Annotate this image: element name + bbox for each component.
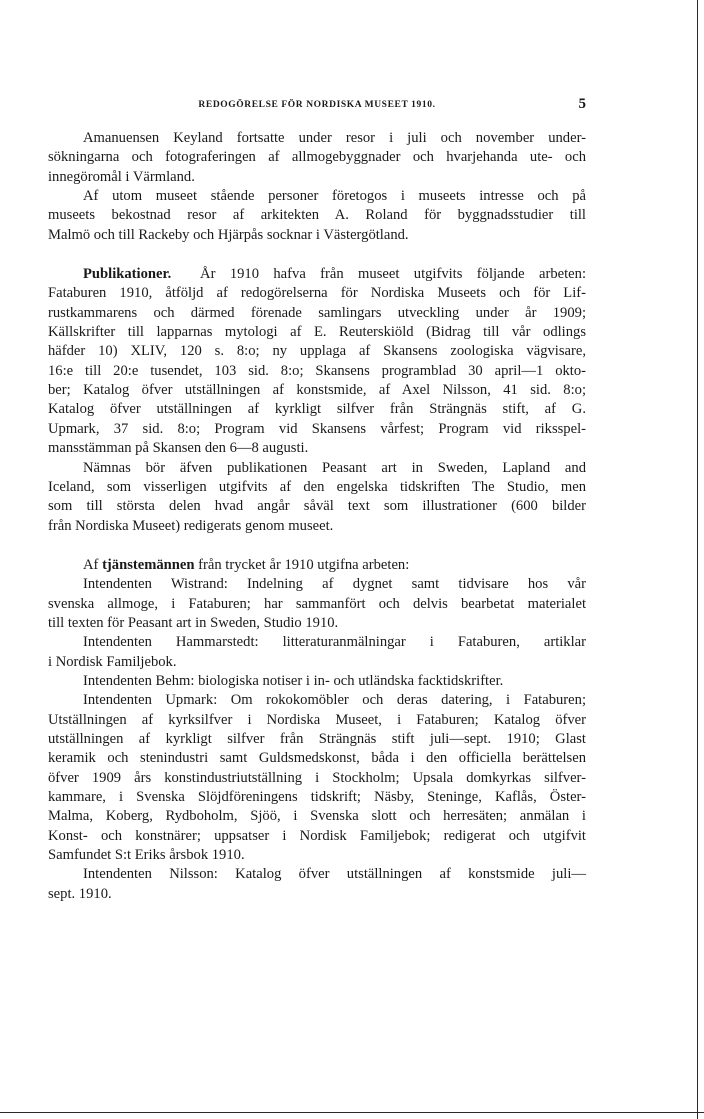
text-line: Malmö och till Rackeby och Hjärpås socknar i Västergötland. <box>48 226 409 243</box>
text-line: kammare, i Svenska Slöjdföreningens tidskrift; Näsby, Steninge, Kaflås, Öster- <box>48 789 586 805</box>
page-number: 5 <box>578 96 586 112</box>
text-line: öfver 1909 års konstindustriutställning i Stockholm; Upsala domkyrkas silfver- <box>48 769 586 786</box>
section-gap <box>48 536 586 556</box>
section-heading-tjanstemannen: tjänstemännen <box>102 556 195 573</box>
text-line: häfder 10) XLIV, 120 s. 8:o; ny upplaga af Skansens zoologiska vägvisare, <box>48 343 586 360</box>
text-line: sökningarna och fotograferingen af allmogebyggnader och hvarjehanda ute- och <box>48 149 586 166</box>
text-line: från Nordiska Museet) redigerats genom museet. <box>48 517 334 534</box>
text-line: Utställningen af kyrksilfver i Nordiska Museet, i Fataburen; Katalog öfver <box>48 711 586 728</box>
text-line: mansstämman på Skansen den 6—8 augusti. <box>48 440 309 457</box>
text-line <box>48 265 586 284</box>
page-edge-right <box>697 0 698 1119</box>
text-line: Fataburen 1910, åtföljd af redogörelserna för Nordiska Museets och för Lif- <box>48 285 586 302</box>
text-line: Intendenten Hammarstedt: litteraturanmälningar i Fataburen, artiklar <box>83 634 586 651</box>
text-line: Amanuensen Keyland fortsatte under resor i juli och november under- <box>83 130 586 146</box>
section-heading-publikationer: Publikationer. <box>83 266 172 283</box>
text-line: som till största delen hvad angår såväl text som illustrationer (600 bilder <box>48 498 586 515</box>
text-line: Konst- och konstnärer; uppsatser i Nordisk Familjebok; redigerat och utgifvit <box>48 827 586 844</box>
text-line: utställningen af kyrkligt silfver från Strängnäs stift juli—sept. 1910; Glast <box>48 730 586 747</box>
text-line: 16:e till 20:e tusendet, 103 sid. 8:o; Skansens programblad 30 april—1 okto- <box>48 362 586 379</box>
text-line: sept. 1910. <box>48 885 112 902</box>
text-run: från trycket år 1910 utgifna arbeten: <box>198 556 410 573</box>
text-line: Katalog öfver utställningen af kyrkligt silfver från Strängnäs stift, af G. <box>48 401 586 418</box>
text-line: i Nordisk Familjebok. <box>48 653 177 670</box>
text-line <box>48 556 586 575</box>
text-line: Samfundet S:t Eriks årsbok 1910. <box>48 847 245 864</box>
running-head: REDOGÖRELSE FÖR NORDISKA MUSEET 1910. <box>198 100 436 110</box>
text-line: Malma, Koberg, Rydboholm, Sjöö, i Svenska slott och herresäten; anmälan i <box>48 808 586 825</box>
text-line: Källskrifter till lapparnas mytologi af E. Reuterskiöld (Bidrag till vår odlings <box>48 324 586 341</box>
text-line: Upmark, 37 sid. 8:o; Program vid Skansens vårfest; Program vid riksspel- <box>48 420 586 437</box>
page-header <box>48 96 586 116</box>
text-line: Intendenten Upmark: Om rokokomöbler och deras datering, i Fataburen; <box>83 692 586 709</box>
text-line: till texten för Peasant art in Sweden, Studio 1910. <box>48 614 339 631</box>
text-line: keramik och stenindustri samt Guldsmedskonst, båda i den officiella berättelsen <box>48 750 586 767</box>
text-line: Intendenten Nilsson: Katalog öfver utställningen af konstsmide juli— <box>83 866 586 883</box>
text-line: museets bekostnad resor af arkitekten A. Roland för byggnadsstudier till <box>48 207 586 224</box>
page-edge-bottom <box>0 1112 704 1113</box>
text-line: svenska allmoge, i Fataburen; har sammanfört och delvis bearbetat materialet <box>48 595 586 612</box>
text-line: Intendenten Wistrand: Indelning af dygnet samt tidvisare hos vår <box>83 576 586 593</box>
text-line: innegöromål i Värmland. <box>48 168 195 185</box>
text-run: År 1910 hafva från museet utgifvits följande arbeten: <box>200 266 586 283</box>
text-line: Nämnas bör äfven publikationen Peasant art in Sweden, Lapland and <box>83 459 586 476</box>
text-run: Af <box>83 556 99 573</box>
section-gap <box>48 245 586 265</box>
text-line: Intendenten Behm: biologiska notiser i in- och utländska facktidskrifter. <box>83 672 504 689</box>
body-text <box>48 129 586 904</box>
text-line: ber; Katalog öfver utställningen af konstsmide, af Axel Nilsson, 41 sid. 8:o; <box>48 382 586 399</box>
text-line: Af utom museet stående personer företogos i museets intresse och på <box>83 188 586 205</box>
text-line: rustkammarens och därmed förenade samlingars utveckling under år 1909; <box>48 304 586 321</box>
text-line: Iceland, som visserligen utgifvits af den engelska tidskriften The Studio, men <box>48 478 586 495</box>
